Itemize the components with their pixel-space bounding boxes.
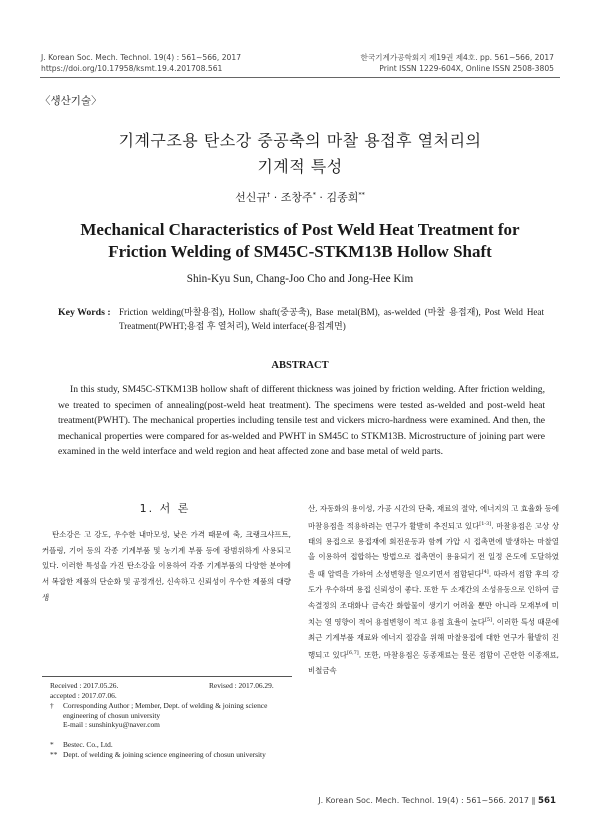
title-english	[0, 219, 600, 263]
journal-citation-kr: 한국기계가공학회지 제19권 제4호. pp. 561~566, 2017	[360, 53, 554, 62]
footer-citation: J. Korean Soc. Mech. Technol. 19(4) : 561~566. 2017	[318, 796, 529, 805]
author-2: 조창주	[280, 191, 313, 204]
author-2-mark: *	[312, 190, 316, 199]
footnote-text: Dept. of welding & joining science engineering of chosun university	[63, 750, 266, 759]
dagger-mark: †	[50, 701, 54, 710]
body-text-left-column: 탄소강은 고 강도, 우수한 내마모성, 낮은 가격 때문에 축, 크랭크샤프트, 커플링, 기어 등의 각종 기계부품 및 농기계 부품 등에 광범위하게 사용되고 있다. 이러한 특성을 가진 탄소강을 이용하여 각종 기계부품의 다양한 분야에서 복잡한 제품의 단순화 및 공정개선, 신속하고 신뢰성이 우수한 제품의 대량생	[42, 530, 291, 602]
author-1-mark: †	[267, 190, 271, 199]
citation-ref: [5]	[484, 617, 493, 624]
section-heading-introduction: 1. 서 론	[139, 502, 191, 515]
footnote-corresponding-author	[50, 701, 290, 730]
footnote-affiliation-2	[50, 750, 290, 760]
page-footer	[318, 796, 556, 806]
header-divider	[40, 77, 560, 78]
abstract-heading: ABSTRACT	[271, 360, 329, 371]
journal-citation: J. Korean Soc. Mech. Technol. 19(4) : 561~566, 2017	[41, 53, 242, 62]
page-number: 561	[538, 796, 556, 806]
body-paragraph-part: . 또한, 마찰용접은 동종재료는 물론 접합이 곤란한 이종재료, 비철금속	[308, 650, 559, 675]
footer-separator: ∥	[531, 796, 536, 805]
author-1: 선신규	[235, 191, 268, 204]
asterisk-mark: *	[50, 740, 54, 749]
title-korean-line-1: 기계구조용 탄소강 중공축의 마찰 용접후 열처리의	[118, 131, 482, 150]
abstract-text: In this study, SM45C-STKM13B hollow shaft of different thickness was joined by friction welding. After friction welding, we treated to specimen of annealing(post-weld heat treatment). The specimens were tested as-welded and post-weld heat treatment(PWHT). The mechanical properties including tensile test and vickers micro-hardness were examined. And then, the mechanical properties were compared for as-welded and PWHT in SM45C to STKM13B. Microstructure of joining part were examined in the weld interface and weld region and heat affected zone and base metal of weld parts.	[58, 384, 545, 458]
body-paragraph-part: . 마찰용접은 고상 상태의 용접으로 용접재에 회전운동과 함께 가압 시 접촉면에 발생하는 마찰열을 이용하여 접합하는 방법으로 접촉면이 용융되기 전 일정 온도에 도달하였을 때 압력을 가하여 소성변형을 일으키면서 접합된다	[308, 521, 559, 579]
double-asterisk-mark: **	[50, 750, 58, 759]
keywords-block	[58, 306, 544, 334]
running-header-left	[41, 52, 241, 74]
body-paragraph-part: 산, 자동화의 용이성, 가공 시간의 단축, 재료의 절약, 에너지의 고 효율화 등에 마찰용접을 적용하려는 연구가 활발히 추진되고 있다	[308, 504, 560, 531]
footnote-affiliation-1	[50, 740, 290, 750]
citation-ref: [1-3]	[479, 520, 492, 527]
revised-date: Revised : 2017.06.29.	[209, 681, 274, 690]
footnote-text: Bestec. Co., Ltd.	[63, 740, 113, 749]
title-english-line-1: Mechanical Characteristics of Post Weld Heat Treatment for	[80, 220, 520, 239]
citation-ref: [6,7]	[346, 649, 359, 656]
author-3-mark: **	[358, 190, 365, 199]
keywords-text: Friction welding(마찰용접), Hollow shaft(중공축), Base metal(BM), as-welded (마찰 용접재), Post Weld Heat Treatment(PWHT;용접 후 열처리), Weld interface(용접계면)	[119, 307, 544, 331]
author-3: 김종희	[326, 191, 359, 204]
authors-korean	[0, 189, 600, 205]
accepted-date: accepted : 2017.07.06.	[50, 691, 117, 700]
body-paragraph-part: . 이러한 특성 때문에 최근 기계부품 재료와 에너지 절감을 위해 마찰용접에 대한 연구가 활발히 진행되고 있다	[308, 617, 560, 660]
title-english-line-2: Friction Welding of SM45C-STKM13B Hollow Shaft	[108, 242, 492, 261]
section-tag: 〈생산기술〉	[40, 95, 102, 107]
citation-ref: [4]	[481, 568, 489, 575]
doi-link[interactable]: https://doi.org/10.17958/ksmt.19.4.201708.561	[41, 64, 223, 73]
received-date: Received : 2017.05.26.	[50, 681, 119, 690]
author-separator: ·	[270, 191, 281, 204]
author-separator: ·	[315, 191, 327, 204]
footnote-divider	[42, 676, 292, 677]
body-paragraph-part: . 따라서 접합 후의 강도가 우수하며 용접 신뢰성이 좋다. 또한 두 소재간의 소성유동으로 인하여 금속결정의 조대화나 금속간 화합물이 생기기 어려울 뿐만 아니라 모재부에 미치는 열 영향이 적어 용접변형이 적고 용접 효율이 높다	[308, 569, 559, 627]
issn-line: Print ISSN 1229-604X, Online ISSN 2508-3805	[379, 64, 554, 73]
title-korean	[0, 128, 600, 180]
running-header-right	[361, 52, 554, 74]
body-text-right-column	[308, 501, 559, 678]
email-address[interactable]: E-mail : sunshinkyu@naver.com	[63, 720, 160, 730]
footnote-text: Corresponding Author ; Member, Dept. of welding & joining science engineering of chosun university	[63, 701, 268, 720]
keywords-label: Key Words :	[58, 307, 111, 318]
title-korean-line-2: 기계적 특성	[257, 157, 343, 176]
authors-english: Shin-Kyu Sun, Chang-Joo Cho and Jong-Hee Kim	[186, 273, 414, 285]
